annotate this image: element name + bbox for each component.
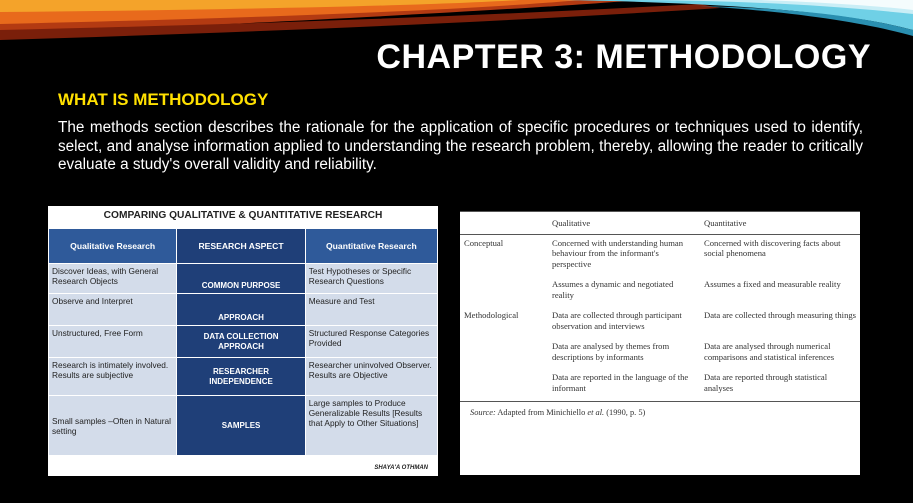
aspect-cell: DATA COLLECTION APPROACH <box>177 326 305 358</box>
table-row <box>460 234 860 272</box>
header-blank <box>460 212 548 235</box>
table-source <box>460 402 860 423</box>
comparison-table-image-right <box>460 211 860 475</box>
table-row <box>49 396 438 456</box>
header-quantitative: Quantitative <box>700 212 860 235</box>
table-row <box>460 334 860 365</box>
comparison-table <box>48 228 438 456</box>
table-row <box>460 272 860 303</box>
table-row <box>49 326 438 358</box>
table-credit: SHAYA'A OTHMAN <box>374 465 428 471</box>
table-row <box>460 303 860 334</box>
source-italic: et al. <box>587 408 605 417</box>
qualitative-cell: Data are reported in the language of the informant <box>548 365 700 402</box>
qualitative-cell: Data are collected through participant observation and interviews <box>552 310 682 331</box>
header-research-aspect: RESEARCH ASPECT <box>177 229 305 264</box>
slide-title: CHAPTER 3: METHODOLOGY <box>376 38 871 76</box>
row-label: Methodological <box>464 310 519 320</box>
aspect-cell: COMMON PURPOSE <box>177 264 305 294</box>
comparison-table-image-left <box>48 206 438 476</box>
quantitative-cell: Test Hypotheses or Specific Research Questions <box>305 264 437 294</box>
qualitative-cell: Assumes a dynamic and negotiated reality <box>552 279 674 300</box>
table-row <box>460 365 860 402</box>
slide-body-text: The methods section describes the rationale for the application of specific procedures or techniques used to identify, select, and analyse information applied to understanding the research problem, thereby, allowing the reader to critically evaluate a study's overall validity and reliability. <box>58 119 863 174</box>
header-quantitative: Quantitative Research <box>305 229 437 264</box>
row-label <box>460 272 548 303</box>
aspect-cell: SAMPLES <box>177 396 305 456</box>
table-header-row <box>460 212 860 235</box>
quantitative-cell: Large samples to Produce Generalizable Results [Results that Apply to Other Situations] <box>305 396 437 456</box>
quantitative-cell: Data are reported through statistical analyses <box>700 365 860 402</box>
qualitative-cell: Unstructured, Free Form <box>49 326 177 358</box>
table-header-row <box>49 229 438 264</box>
header-qualitative: Qualitative Research <box>49 229 177 264</box>
row-label: Conceptual <box>464 237 504 248</box>
quantitative-cell: Data are analysed through numerical comparisons and statistical inferences <box>704 341 835 362</box>
qualitative-cell: Research is intimately involved. Results are subjective <box>49 358 177 396</box>
table-row <box>49 294 438 326</box>
aspect-cell: RESEARCHER INDEPENDENCE <box>177 358 305 396</box>
quantitative-cell: Concerned with discovering facts about social phenomena <box>704 237 841 258</box>
qualitative-cell: Observe and Interpret <box>49 294 177 326</box>
row-label <box>460 334 548 365</box>
qual-quant-table <box>460 211 860 402</box>
quantitative-cell: Assumes a fixed and measurable reality <box>704 279 841 289</box>
qualitative-cell: Concerned with understanding human behaviour from the informant's perspective <box>552 237 684 269</box>
quantitative-cell: Data are collected through measuring things <box>704 310 857 320</box>
qualitative-cell: Data are analysed by themes from descriptions by informants <box>552 341 670 362</box>
row-label <box>460 365 548 402</box>
quantitative-cell: Researcher uninvolved Observer. Results are Objective <box>305 358 437 396</box>
table-caption: COMPARING QUALITATIVE & QUANTITATIVE RESEARCH <box>103 210 383 221</box>
quantitative-cell: Measure and Test <box>305 294 437 326</box>
table-row <box>49 264 438 294</box>
qualitative-cell: Discover Ideas, with General Research Objects <box>49 264 177 294</box>
aspect-cell: APPROACH <box>177 294 305 326</box>
qualitative-cell: Small samples –Often in Natural setting <box>49 396 177 456</box>
header-qualitative: Qualitative <box>548 212 700 235</box>
source-label: Source: <box>470 408 496 417</box>
source-tail: (1990, p. 5) <box>604 408 646 417</box>
table-row <box>49 358 438 396</box>
slide-subtitle: WHAT IS METHODOLOGY <box>58 90 269 109</box>
source-text: Adapted from Minichiello <box>495 408 588 417</box>
quantitative-cell: Structured Response Categories Provided <box>305 326 437 358</box>
